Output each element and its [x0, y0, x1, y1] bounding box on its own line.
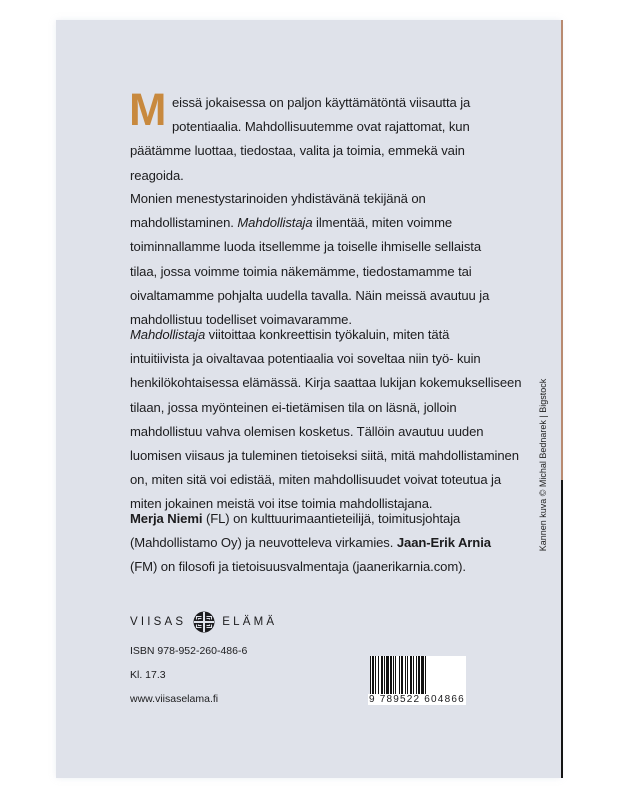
text-line: eissä jokaisessa on paljon käyttämätöntä viisautta ja	[172, 95, 471, 110]
blurb-paragraph-2	[130, 187, 530, 332]
barcode-number: 9 789522 604866	[369, 694, 465, 705]
viisas-elama-logo-icon	[193, 611, 215, 633]
drop-cap: M	[129, 84, 167, 135]
text-span: (FL) on kulttuurimaantieteilijä, toimitusjohtaja	[202, 511, 461, 526]
library-classification: Kl. 17.3	[130, 669, 166, 681]
author-name: Merja Niemi	[130, 511, 203, 526]
text-line: luomisen viisaus ja tuleminen tietoiseksi siitä, mitä mahdollistaminen	[130, 448, 519, 464]
text-line: on, miten sitä voi edistää, miten mahdollisuudet voivat toteutua ja	[130, 472, 502, 488]
text-line: henkilökohtaisessa elämässä. Kirja saattaa lukijan kokemukselliseen	[130, 375, 522, 391]
text-line: päätämme luottaa, tiedostaa, valita ja toimia, emmekä vain	[130, 143, 465, 159]
text-line: potentiaalia. Mahdollisuutemme ovat rajattomat, kun	[172, 119, 470, 135]
text-line	[130, 323, 530, 347]
text-span: ilmentää, miten voimme	[312, 215, 453, 231]
text-line	[130, 531, 530, 555]
text-line: (FM) on filosofi ja tietoisuusvalmentaja (jaanerikarnia.com).	[130, 559, 466, 575]
book-title-italic: Mahdollistaja	[237, 215, 313, 231]
author-name: Jaan-Erik Arnia	[396, 535, 491, 551]
text-line: tilaa, jossa voimme toimia näkemämme, tiedostamamme tai	[130, 263, 472, 279]
text-line	[130, 507, 530, 531]
text-span: (Mahdollistamo Oy) ja neuvotteleva virkamies.	[130, 535, 397, 551]
blurb-paragraph-3	[130, 323, 530, 517]
book-title-italic: Mahdollistaja	[130, 327, 206, 342]
text-span: mahdollistaminen.	[130, 215, 238, 231]
text-line: toiminnallamme luoda itsellemme ja toiselle ihmiselle sellaista	[130, 239, 482, 255]
text-line: Monien menestystarinoiden yhdistävänä tekijänä on	[130, 191, 426, 206]
text-line: reagoida.	[130, 167, 184, 183]
publisher-name-right: ELÄMÄ	[222, 616, 278, 628]
text-span: viitoittaa konkreettisin työkaluin, miten tätä	[205, 327, 450, 342]
isbn: ISBN 978-952-260-486-6	[130, 645, 248, 657]
publisher-name-left: VIISAS	[130, 616, 187, 628]
text-line	[130, 211, 530, 235]
publisher-website: www.viisaselama.fi	[130, 693, 219, 705]
text-line: intuitiivista ja oivaltavaa potentiaalia voi soveltaa niin työ- kuin	[130, 351, 481, 367]
blurb-paragraph-1	[130, 91, 530, 188]
author-bio	[130, 507, 530, 580]
text-line: oivaltamamme pohjalta uudella tavalla. Näin meissä avautuu ja	[130, 287, 490, 303]
cover-photo-credit: Kannen kuva © Michal Bednarek | Bigstock	[538, 378, 548, 552]
text-line: tilaan, jossa myönteinen ei-tietämisen tila on läsnä, jolloin	[130, 399, 457, 415]
text-line: miten jokainen meistä voi itse toimia mahdollistajana.	[130, 496, 433, 512]
text-line: mahdollistuu todelliset voimavaramme.	[130, 312, 352, 328]
barcode	[370, 656, 466, 696]
spine-edge-orange	[561, 20, 563, 480]
publisher-logo	[130, 610, 277, 634]
spine-edge-dark	[561, 480, 563, 778]
text-line: mahdollistuu vahva olemisen kosketus. Tällöin avautuu uuden	[130, 423, 484, 439]
